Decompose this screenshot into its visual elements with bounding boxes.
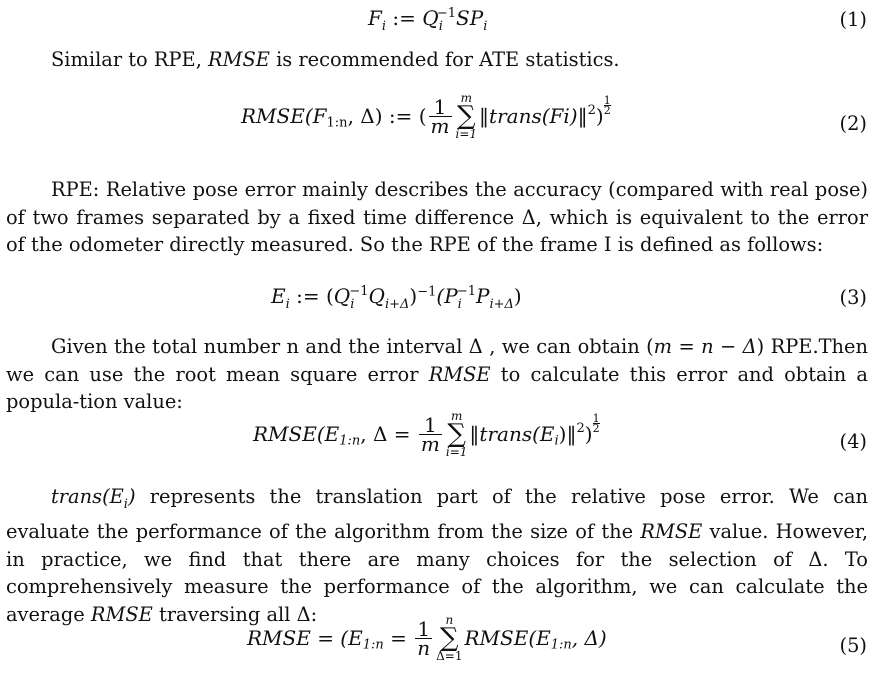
equation-1-body: $F_i$ := $Q_i^{-1}SP_i$ xyxy=(368,6,488,34)
paragraph-2: RPE: Relative pose error mainly describes the accuracy (compared with real pose) of two frames separated by a fixed time difference Δ, which is equivalent to the error of the odometer directly measured. So the RPE of the frame I is defined as follows: xyxy=(6,178,868,256)
paragraph-3: Given the total number n and the interval Δ , we can obtain (m = n − Δ) RPE.Then we can use the root mean square error RMSE to calculate this error and obtain a popula-tion value: xyxy=(6,335,868,413)
equation-5 xyxy=(0,612,883,680)
equation-3-number: (3) xyxy=(839,286,867,309)
equation-2-number: (2) xyxy=(839,112,867,135)
equation-5-number: (5) xyxy=(839,634,867,657)
equation-3-body: $E_i$ := $(Q_i^{-1}Q_{i+\Delta})^{-1}(P_i^{-1}P_{i+\Delta})$ xyxy=(271,284,522,312)
equation-4-number: (4) xyxy=(839,430,867,453)
equation-2 xyxy=(0,90,883,156)
paragraph-4: $trans(E_i)$ represents the translation part of the relative pose error. We can evaluate the performance of the algorithm from the size of the RMSE value. However, in practice, we find that there are many choices for the selection of Δ. To comprehensively measure the performance of the algorithm, we can calculate the average RMSE traversing all Δ: xyxy=(6,485,868,626)
equation-2-body: $RMSE(F_{1:n}$, Δ) := ( $\frac{1}{m}$ m ∑ i=1 ‖trans(Fi)‖$^2$) $\frac{1}{2}$ xyxy=(241,91,611,141)
equation-5-body: RMSE = ($E_{1:n}$ = $\frac{1}{n}$ n ∑ Δ=1 $RMSE(E_{1:n}$, Δ) xyxy=(247,613,607,663)
paragraph-1: Similar to RPE, RMSE is recommended for ATE statistics. xyxy=(51,48,620,71)
equation-4 xyxy=(0,408,883,474)
equation-4-body: $RMSE(E_{1:n}$, Δ = $\frac{1}{m}$ m ∑ i=1 $‖trans(E_i)‖^2$) $\frac{1}{2}$ xyxy=(253,409,600,459)
equation-1-number: (1) xyxy=(839,8,867,31)
